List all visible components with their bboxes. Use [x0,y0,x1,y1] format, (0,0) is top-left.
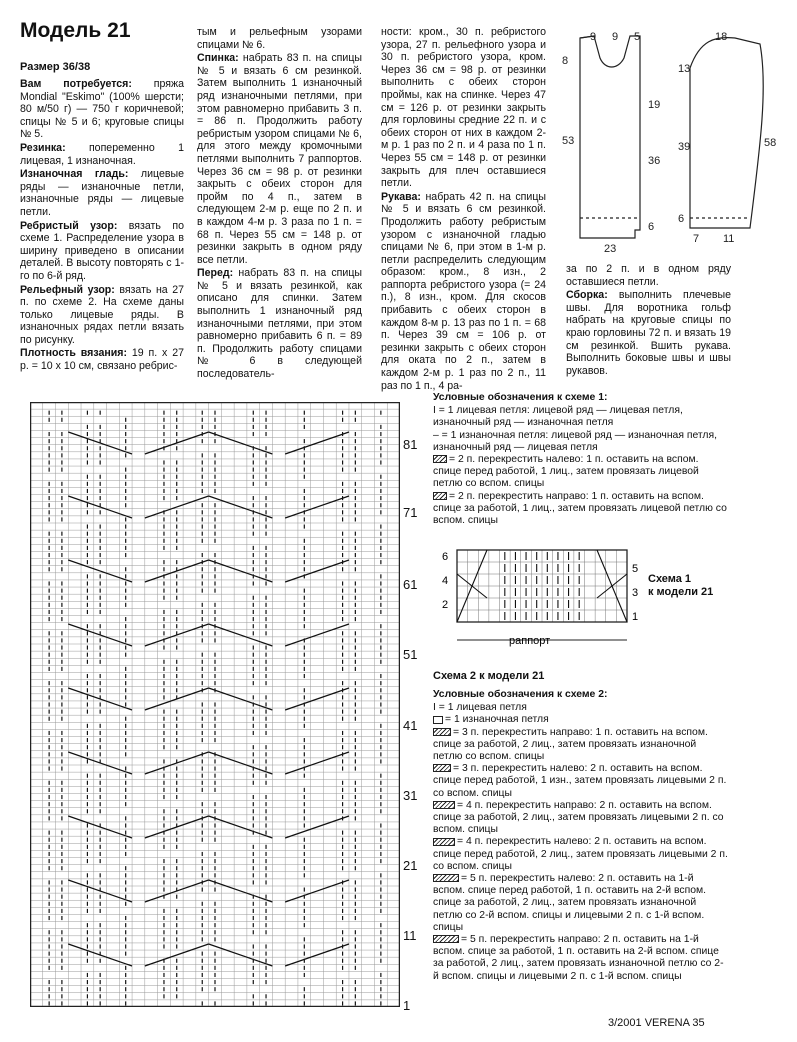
chart-row-number: 51 [403,647,418,662]
paragraph-label: Вам потребуется: [20,78,154,90]
dimension-label: 6 [648,221,655,233]
scheme-1-row-number: 6 [442,551,449,563]
page-footer: 3/2001 VERENA 35 [608,1017,705,1029]
legend-text: = 3 п. перекрестить направо: 1 п. оставить на вспом. спице за работой, 2 лиц., затем провязать изнаночной петлю со вспом. спицы [433,726,708,763]
dimension-label: 9 [612,31,619,43]
dimension-label: 19 [648,99,661,111]
paragraph-text: вязать по схеме 1. Распределение узора в ширину приведено в описании деталей. В высоту повторять с 1-го по 6-й ряд. [20,219,184,282]
paragraph [20,284,184,347]
paragraph-text: набрать 83 п. на спицы № 5 и вязать резинкой, как описано для спинки. Затем выполнить 1 изнаночный ряд изнаночными петлями, при этом равномерно прибавить 6 п. = 89 п. Продолжить работу спицами № 6 в следующей последователь- [197,267,362,381]
scheme-2-title: Схема 2 к модели 21 [433,670,545,682]
symbol-icon [433,492,447,500]
legend-item [433,727,728,764]
paragraph-text: набрать 83 п. на спицы № 5 и вязать 6 см резинкой. Затем выполнить 1 изнаночный ряд изнаночными петлями, при этом равномерно прибавить 3 п. = 86 п. Продолжить работу ребристым узором спицами № 6, для этого между кромочными петлями выполнить 7 раппортов. Через 36 см = 98 р. от резинки закрыть с обеих сторон для пройм по 4 п., затем в следующем 2-м р. еще по 2 п. и в каждом 4-м р. 3 раза по 1 п. = 68 п. Через 55 см = 148 р. от резинки закрыть в одном ряду все петли. [197,52,362,266]
legend-item [433,430,728,454]
paragraph-label: Сборка: [566,289,619,302]
symbol-icon [433,801,455,809]
paragraph [381,26,546,190]
legend-item [433,800,728,837]
legend-text: = 2 п. перекрестить налево: 1 п. оставить на вспом. спице перед работой, 1 лиц., затем провязать лицевой петлю со вспом. спицы [433,454,699,490]
symbol-icon [433,455,447,463]
paragraph [20,142,184,167]
scheme-1-repeat-label: раппорт [509,635,551,647]
legend-scheme-1 [433,392,728,527]
paragraph-text: лицевые ряды — изнаночные петли, изнаночные ряды — лицевые петли. [20,168,184,218]
dimension-label: 53 [562,135,575,147]
size-label: Размер 36/38 [20,61,91,73]
column-2 [197,26,362,382]
front-outline [580,36,640,238]
scheme-1-chart [440,545,640,660]
legend-scheme-2 [433,689,728,983]
paragraph [197,267,362,380]
paragraph [566,289,731,377]
paragraph [20,220,184,283]
legend-text: = 5 п. перекрестить направо: 2 п. оставить на 1-й вспом. спице за работой, 1 п. оставить на 2-й вспом. спице за работой, 2 лиц., затем провязать изнаночной петлю со 2-й вспом. спицы и лицевыми 2 п. с 1-й вспом. спицы [433,934,724,982]
legend-text: – = 1 изнаночная петля: лицевой ряд — изнаночная петля, изнаночный ряд — лицевая петля [433,429,718,453]
knitting-chart-2 [30,402,400,1012]
paragraph-text: пряжа Mondial "Eskimo" (100% шерсти; 80 м/50 г) — 750 г коричневой; спицы № 5 и 6; круговые спицы № 5. [20,78,184,141]
paragraph-text: набрать 42 п. на спицы № 5 и вязать 6 см резинкой. Продолжить работу ребристым узором с изнаночной гладью спицами № 6, при этом в 1-м р. петли распределить следующим образом: кром., 8 изн., 2 раппорта ребристого узора (= 24 п.), 8 изн., кром. Для скосов прибавить с обеих сторон в каждом 8-м р. 13 раз по 1 п. = 68 п. Через 39 см = 106 р. от резинки закрыть с обеих сторон для оката по 2 п., затем в каждом 2-м р. 1 раз по 2 п., 11 раз по 1 п., 4 ра- [381,190,547,392]
paragraph-label: Плотность вязания: [20,347,132,360]
legend-item [433,714,728,726]
scheme-1-row-number: 4 [442,575,449,587]
symbol-icon [433,728,451,736]
paragraph [381,191,546,393]
legend-heading: Условные обозначения к схеме 2: [433,689,608,700]
paragraph-text: ности: кром., 30 п. ребристого узора, 27 п. рельефного узора и 30 п. ребристого узора, кром. Через 36 см = 98 р. от резинки выполнить с обеих сторон проймы, как на спинке. Через 47 см = 126 р. от резинки закрыть для горловины средние 22 п. и с обеих сторон от них в каждом 2-м р. 1 раз по 2 п. и 4 раза по 1 п. Через 55 см = 148 р. от резинки закрыть для плеч оставшиеся петли. [381,26,546,190]
legend-item [433,454,728,491]
chart-row-number: 61 [403,577,418,592]
paragraph-label: Рельефный узор: [20,283,120,296]
paragraph-label: Резинка: [20,141,89,154]
legend-item [433,873,728,934]
garment-schematic [560,28,792,253]
legend-text: = 5 п. перекрестить налево: 2 п. оставить на 1-й вспом. спице перед работой, 1 п. оставить на 2-й вспом. спице за работой, 2 лиц., затем провязать изнаночной петлю со 2-й вспом. спицы и лицевыми 2 п. с 1-й вспом. спицы [433,873,707,933]
sleeve-outline [690,38,763,228]
scheme-1-title: Схема 1 к модели 21 [648,573,714,598]
column-3 [381,26,546,393]
legend-heading: Условные обозначения к схеме 1: [433,392,608,403]
legend-text: I = 1 лицевая петля [433,702,527,714]
paragraph-text: 19 п. х 27 р. = 10 х 10 см, связано ребрис- [20,347,184,373]
legend-item [433,836,728,873]
legend-text: = 3 п. перекрестить налево: 2 п. оставить на вспом. спице перед работой, 1 изн., затем провязать лицевыми 2 п. со вспом. спицы [433,763,727,799]
dimension-label: 58 [764,137,777,149]
dimension-label: 18 [715,31,728,43]
dimension-label: 5 [634,31,641,43]
paragraph-label: Спинка: [197,52,243,65]
paragraph-label: Перед: [197,267,239,280]
chart-row-number: 21 [403,858,418,873]
chart-row-number: 31 [403,788,418,803]
paragraph-text: тым и рельефным узорами спицами № 6. [197,26,362,51]
scheme-1-row-number: 1 [632,611,639,623]
legend-text: = 4 п. перекрестить налево: 2 п. оставить на вспом. спице перед работой, 2 лиц., затем провязать лицевыми 2 п. со вспом. спицы [433,836,728,872]
legend-item [433,702,728,714]
legend-text: I = 1 лицевая петля: лицевой ряд — лицевая петля, изнаночный ряд — изнаночная петля [433,405,683,429]
chart-row-number: 41 [403,718,418,733]
dimension-label: 8 [562,55,569,67]
paragraph-label: Рукава: [381,190,426,203]
dimension-label: 6 [678,213,685,225]
symbol-icon [433,764,451,772]
dimension-label: 36 [648,155,661,167]
legend-item [433,491,728,528]
paragraph-label: Ребристый узор: [20,219,129,232]
chart-row-number: 11 [403,928,417,943]
dimension-label: 39 [678,141,691,153]
legend-item [433,763,728,800]
chart-row-number: 1 [403,998,411,1013]
paragraph-text: вязать на 27 п. по схеме 2. На схеме даны только лицевые ряды. В изнаночных рядах петли вязать по рисунку. [20,283,184,346]
paragraph-text: выполнить плечевые швы. Для воротника гольф набрать на круговые спицы по краю горловины 72 п. и вязать 19 см резинкой. Вшить рукава. Выполнить боковые швы и швы рукавов. [566,289,731,377]
scheme-1-row-number: 3 [632,587,639,599]
chart-row-number: 81 [403,437,418,452]
dimension-label: 7 [693,233,700,245]
chart-row-number: 71 [403,505,418,520]
paragraph-text: за по 2 п. и в одном ряду оставшиеся петли. [566,263,731,288]
scheme-1-row-number: 5 [632,563,639,575]
legend-text: = 4 п. перекрестить направо: 2 п. оставить на вспом. спице за работой, 2 лиц., затем провязать лицевыми 2 п. со вспом. спицы [433,799,724,836]
paragraph-label: Изнаночная гладь: [20,168,141,181]
page-title: Модель 21 [20,19,131,42]
legend-item [433,934,728,983]
dimension-label: 13 [678,63,691,75]
paragraph [20,168,184,218]
scheme-1-row-number: 2 [442,599,449,611]
symbol-icon [433,935,459,943]
symbol-icon [433,838,455,846]
dimension-label: 11 [723,233,735,245]
column-1 [20,78,184,374]
column-4 [566,263,731,378]
legend-text: = 2 п. перекрестить направо: 1 п. оставить на вспом. спице за работой, 1 лиц., затем провязать лицевой петлю со вспом. спицы [433,490,727,527]
paragraph [566,263,731,288]
legend-item [433,405,728,429]
paragraph [20,78,184,141]
paragraph-text: попеременно 1 лицевая, 1 изнаночная. [20,141,184,167]
paragraph [197,26,362,51]
dimension-label: 9 [590,31,597,43]
paragraph [197,52,362,266]
paragraph [20,347,184,372]
symbol-icon [433,874,459,882]
dimension-label: 23 [604,243,617,253]
symbol-icon [433,716,443,724]
legend-text: = 1 изнаночная петля [445,714,549,726]
